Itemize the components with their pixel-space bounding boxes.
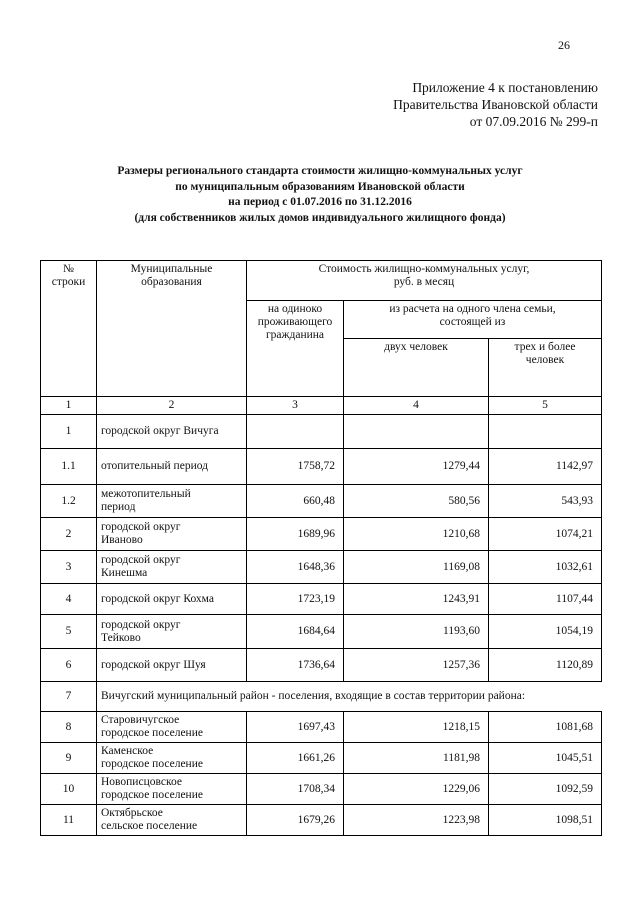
municipality-name [97,415,247,449]
municipality-name-line-1: отопительный период [101,460,208,472]
header-municipal [97,261,247,397]
row-number: 11 [41,805,97,836]
column-number: 5 [489,397,602,415]
header-per-member [344,301,602,339]
cost-single: 1697,43 [247,712,344,743]
table-row [41,518,602,551]
header-single-line-3: гражданина [265,329,325,341]
cost-two-persons: 1223,98 [344,805,489,836]
cost-three-persons: 1054,19 [489,615,602,649]
cost-two-persons: 1229,06 [344,774,489,805]
table-row [41,415,602,449]
cost-single: 1684,64 [247,615,344,649]
cost-single: 1648,36 [247,551,344,584]
municipality-name [97,774,247,805]
municipality-name-line-1: городской округ Шуя [101,658,206,671]
municipality-name [97,743,247,774]
column-number: 4 [344,397,489,415]
header-three-persons [489,339,602,397]
municipality-name-line-1: Каменское [101,745,154,757]
appendix-line-2: Правительства Ивановской области [393,97,598,112]
title-line-4: (для собственников жилых домов индивидуального жилищного фонда) [134,211,506,224]
column-number: 3 [247,397,344,415]
table-row [41,615,602,649]
cost-two-persons: 1218,15 [344,712,489,743]
municipality-name [97,449,247,485]
row-number: 7 [41,682,97,712]
municipality-name-line-2: сельское поселение [101,820,198,832]
header-single [247,301,344,397]
row-number: 4 [41,584,97,615]
header-row-no-line-2: строки [51,276,86,288]
page-number: 26 [558,38,570,52]
municipality-name [97,518,247,551]
cost-two-persons: 1193,60 [344,615,489,649]
municipality-name-line-2: период [101,501,136,513]
cost-single: 1679,26 [247,805,344,836]
column-number: 1 [41,397,97,415]
cost-single: 660,48 [247,485,344,518]
table-row [41,649,602,682]
cost-single: 1758,72 [247,449,344,485]
header-per-member-line-1: из расчета на одного члена семьи, [389,303,556,315]
cost-three-persons: 1081,68 [489,712,602,743]
cost-two-persons: 1210,68 [344,518,489,551]
appendix-line-3: от 07.09.2016 № 299-п [469,114,598,129]
municipality-name-line-2: городское поселение [101,789,203,801]
cost-two-persons: 1243,91 [344,584,489,615]
header-row-no-line-1: № [63,263,74,275]
cost-three-persons [489,415,602,449]
header-row-1 [41,261,602,301]
cost-single: 1708,34 [247,774,344,805]
table-row [41,449,602,485]
header-single-line-1: на одиноко [267,303,323,315]
cost-two-persons: 1257,36 [344,649,489,682]
row-number: 3 [41,551,97,584]
municipality-name-line-1: межотопительный [101,488,191,500]
row-number: 10 [41,774,97,805]
municipality-name-line-2: Иваново [101,534,143,546]
municipality-name-line-1: городской округ [101,618,181,631]
cost-three-persons: 1098,51 [489,805,602,836]
table-row [41,485,602,518]
cost-two-persons: 1279,44 [344,449,489,485]
table-row [41,743,602,774]
cost-three-persons: 1120,89 [489,649,602,682]
title-line-1: Размеры регионального стандарта стоимости жилищно-коммунальных услуг [117,165,523,177]
document-title [0,164,640,226]
cost-table [40,260,602,836]
cost-single: 1736,64 [247,649,344,682]
cost-three-persons: 1045,51 [489,743,602,774]
appendix-line-1: Приложение 4 к постановлению [412,80,598,95]
table-row [41,551,602,584]
cost-single: 1689,96 [247,518,344,551]
cost-single: 1723,19 [247,584,344,615]
municipality-name-line-1: Октябрьское [101,807,163,819]
column-number: 2 [97,397,247,415]
row-number: 5 [41,615,97,649]
header-municipal-line-1: Муниципальные [130,263,213,275]
municipality-name [97,485,247,518]
cost-three-persons: 1074,21 [489,518,602,551]
row-number: 9 [41,743,97,774]
cost-three-persons: 1107,44 [489,584,602,615]
cost-single: 1661,26 [247,743,344,774]
title-line-2: по муниципальным образованиям Ивановской области [175,180,465,193]
municipality-name [97,805,247,836]
municipality-name-line-1: городской округ [101,554,181,566]
municipality-name-line-2: Кинешма [101,567,148,579]
municipality-name-line-1: городской округ Вичуга [101,425,219,437]
municipality-name [97,649,247,682]
section-row [41,682,602,712]
municipality-name-line-1: городской округ [101,521,181,533]
municipality-name-line-2: Тейково [101,631,141,644]
table-row [41,584,602,615]
cost-two-persons: 1181,98 [344,743,489,774]
table-row [41,805,602,836]
header-row-no [41,261,97,397]
cost-three-persons: 1092,59 [489,774,602,805]
cost-two-persons: 580,56 [344,485,489,518]
header-municipal-line-2: образования [141,276,202,288]
header-three-line-1: трех и более [514,341,576,353]
municipality-name [97,615,247,649]
cost-two-persons: 1169,08 [344,551,489,584]
cost-three-persons: 543,93 [489,485,602,518]
header-cost [247,261,602,301]
section-text: Вичугский муниципальный район - поселения, входящие в состав территории района: [97,682,602,712]
header-two-persons: двух человек [344,339,489,397]
cost-two-persons [344,415,489,449]
municipality-name [97,712,247,743]
table-row [41,712,602,743]
municipality-name [97,584,247,615]
municipality-name-line-1: городской округ Кохма [101,592,214,605]
cost-three-persons: 1032,61 [489,551,602,584]
header-cost-line-2: руб. в месяц [393,276,455,288]
row-number: 6 [41,649,97,682]
header-cost-line-1: Стоимость жилищно-коммунальных услуг, [318,263,530,275]
header-per-member-line-2: состоящей из [439,316,506,328]
title-line-3: на период с 01.07.2016 по 31.12.2016 [228,196,412,208]
header-single-line-2: проживающего [257,316,333,328]
cost-three-persons: 1142,97 [489,449,602,485]
row-number: 1.1 [41,449,97,485]
column-number-row [41,397,602,415]
row-number: 1.2 [41,485,97,518]
row-number: 8 [41,712,97,743]
municipality-name [97,551,247,584]
municipality-name-line-1: Новописцовское [101,776,182,788]
appendix-reference [393,79,598,130]
table-row [41,774,602,805]
cost-single [247,415,344,449]
header-three-line-2: человек [525,354,565,366]
municipality-name-line-2: городское поселение [101,727,203,739]
municipality-name-line-1: Старовичугское [101,714,180,726]
row-number: 1 [41,415,97,449]
row-number: 2 [41,518,97,551]
municipality-name-line-2: городское поселение [101,758,203,770]
